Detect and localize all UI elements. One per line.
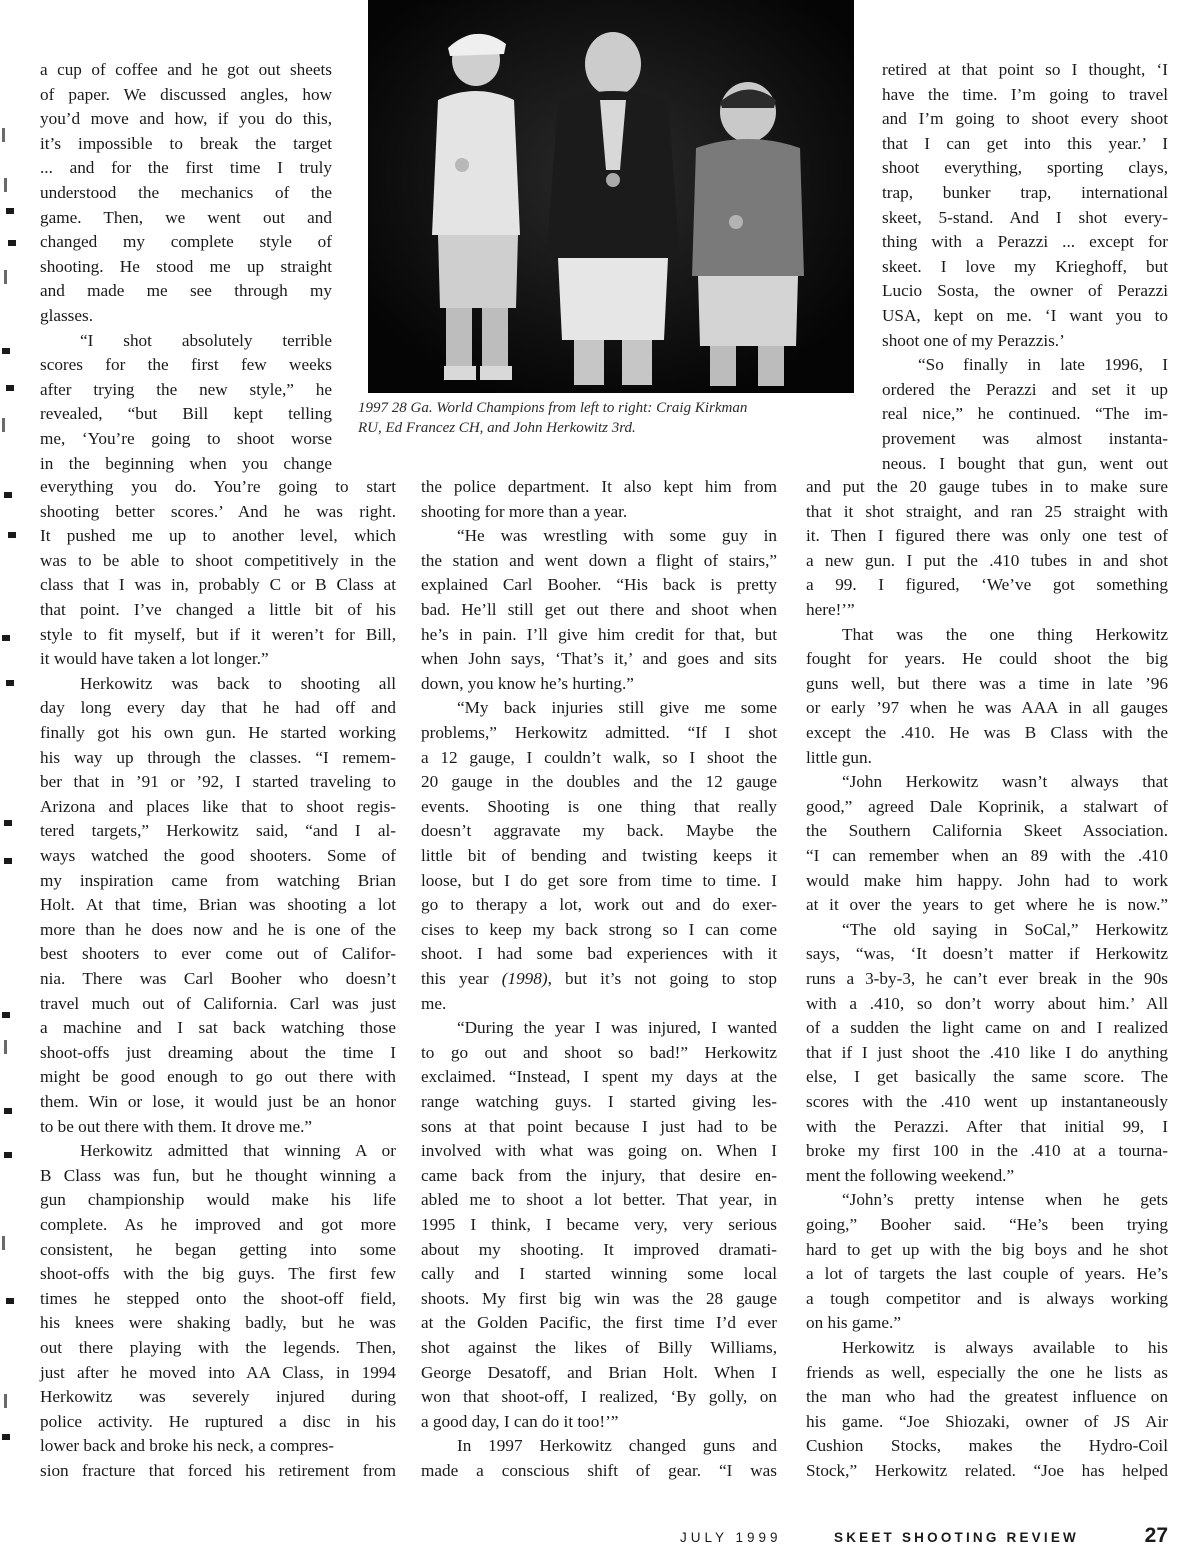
text-line: revealed, “but Bill kept telling	[40, 404, 332, 424]
text-line: it. Then I figured there was only one test of	[806, 526, 1168, 546]
text-line: tered targets,” Herkowitz said, “and I al-	[40, 821, 396, 841]
award-photo-image	[368, 0, 854, 393]
text-line: after trying the new style,” he	[40, 379, 332, 399]
text-line: glasses.	[40, 306, 93, 325]
text-line: gun championship would make his life	[40, 1190, 396, 1210]
margin-mark	[2, 1012, 10, 1018]
text-line: going,” Booher said. “He’s been trying	[806, 1215, 1168, 1234]
text-line: game. Then, we went out and	[40, 207, 332, 227]
text-line: the police department. It also kept him from	[421, 477, 777, 496]
caption-line: 1997 28 Ga. World Champions from left to right: Craig Kirkman	[358, 400, 748, 416]
text-line: at the Golden Pacific, the first time I’d ever	[421, 1313, 777, 1333]
text-line: on his game.”	[806, 1313, 901, 1333]
text-line: abled me to shoot a lot better. That year, in	[421, 1190, 777, 1210]
text-line: it would have taken a lot longer.”	[40, 649, 269, 669]
text-line: That was the one thing Herkowitz	[842, 624, 1168, 644]
text-line: Herkowitz was severely injured during	[40, 1387, 396, 1407]
text-line: go to therapy a lot, work out and do exer-	[421, 895, 777, 915]
text-line: except the .410. He was B Class with the	[806, 723, 1168, 742]
text-line: neous. I bought that gun, went out	[882, 453, 1168, 473]
text-line: shooting for more than a year.	[421, 501, 628, 521]
text-line: of a sudden the light came on and I realized	[806, 1018, 1168, 1038]
text-line: guns well, but there was a time in late ’96	[806, 673, 1168, 693]
text-line: shoots. My first big win was the 28 gauge	[421, 1288, 777, 1308]
award-photo	[368, 0, 854, 393]
text-line: the station and went down a flight of stairs,”	[421, 550, 777, 570]
text-line: events. Shooting is one thing that really	[421, 796, 777, 816]
text-line: “He was wrestling with some guy in	[457, 526, 777, 546]
text-line: shoot-offs just dreaming about the time I	[40, 1042, 396, 1062]
text-line: at it over the years to get where he is now.”	[806, 895, 1168, 915]
text-line: day long every day that he had off and	[40, 698, 396, 718]
text-line: sons at that point because I just had to be	[421, 1116, 777, 1136]
text-line: broke my first 100 in the .410 at a tourna-	[806, 1141, 1168, 1161]
text-line: a new gun. I put the .410 tubes in and shot	[806, 550, 1168, 570]
text-line: little bit of bending and twisting keeps it	[421, 846, 777, 865]
text-line: real nice,” he continued. “The im-	[882, 404, 1168, 424]
text-line: B Class was fun, but he thought winning a	[40, 1165, 396, 1185]
text-line: my inspiration came from watching Brian	[40, 870, 396, 890]
text-line: it’s impossible to break the target	[40, 133, 332, 153]
text-line: “I shot absolutely terrible	[80, 330, 332, 350]
margin-mark	[2, 418, 5, 432]
text-line: a machine and I sat back watching those	[40, 1018, 396, 1038]
text-line: or early ’97 when he was AAA in all gauges	[806, 698, 1168, 718]
text-line: lower back and broke his neck, a compres-	[40, 1436, 334, 1456]
text-line: thing with a Perazzi ... except for	[882, 232, 1168, 252]
text-line: shoot. I had some bad experiences with it	[421, 944, 777, 964]
text-line: bad. He’ll still get out there and shoot when	[421, 600, 777, 619]
text-line: that if I just shoot the .410 like I do anything	[806, 1042, 1168, 1062]
text-line: says, “was, ‘It doesn’t matter if Herkowitz	[806, 944, 1168, 964]
text-line: ber that in ’91 or ’92, I started traveling to	[40, 772, 396, 792]
text-line: skeet, 5-stand. And I shot every-	[882, 207, 1168, 227]
text-line: “I can remember when an 89 with the .410	[806, 846, 1168, 865]
text-line: everything you do. You’re going to start	[40, 477, 396, 496]
text-line: shooting better scores.’ And he was right.	[40, 501, 396, 521]
text-line: range watching guys. I started giving les-	[421, 1092, 777, 1111]
text-line: “The old saying in SoCal,” Herkowitz	[842, 919, 1168, 939]
text-line: style to fit myself, but if it weren’t for Bill,	[40, 624, 396, 644]
text-line: explained Carl Booher. “His back is pretty	[421, 575, 777, 595]
text-line: came back from the injury, that desire en-	[421, 1165, 777, 1185]
text-line: he’s in pain. I’ll give him credit for that, but	[421, 624, 777, 644]
text-line: the man who had the greatest influence on	[806, 1387, 1168, 1407]
text-fragment: this year	[421, 969, 502, 988]
page-number: 27	[1144, 1524, 1168, 1547]
text-line: a good day, I can do it too!’”	[421, 1411, 619, 1431]
text-line: hard to get up with the big boys and he shot	[806, 1239, 1168, 1259]
text-line: In 1997 Herkowitz changed guns and	[457, 1436, 777, 1456]
margin-mark	[4, 1108, 12, 1114]
text-line: a cup of coffee and he got out sheets	[40, 60, 332, 79]
text-line: changed my complete style of	[40, 232, 332, 252]
text-line: cises to keep my back strong so I can come	[421, 919, 777, 939]
text-line: that it shot straight, and ran 25 straight with	[806, 501, 1168, 521]
text-line: shoot-offs with the big guys. The first few	[40, 1264, 396, 1284]
margin-mark	[2, 1236, 5, 1250]
text-line: Lucio Sosta, the owner of Perazzi	[882, 281, 1168, 301]
text-line: about my shooting. It improved dramati-	[421, 1239, 777, 1259]
margin-mark	[4, 858, 12, 864]
text-line: “My back injuries still give me some	[457, 698, 777, 718]
text-line: else, I get basically the same score. The	[806, 1067, 1168, 1087]
text-line: skeet. I love my Krieghoff, but	[882, 256, 1168, 276]
margin-mark	[4, 1394, 7, 1408]
text-line: was to be able to shoot competitively in the	[40, 550, 396, 570]
text-line: have the time. I’m going to travel	[882, 84, 1168, 104]
text-line: Arizona and places like that to shoot regis-	[40, 796, 396, 816]
text-line: out there playing with the legends. Then,	[40, 1338, 396, 1357]
text-line: Holt. At that time, Brian was shooting a lot	[40, 895, 396, 915]
text-line: might be good enough to go out there with	[40, 1067, 396, 1087]
text-line: a 99. I figured, ‘We’ve got something	[806, 575, 1168, 595]
margin-mark	[4, 492, 12, 498]
page-footer	[680, 1524, 1168, 1552]
text-line: and put the 20 gauge tubes in to make sure	[806, 477, 1168, 496]
text-line: nia. There was Carl Booher who doesn’t	[40, 969, 396, 988]
text-line: me.	[421, 993, 447, 1013]
margin-mark	[4, 270, 7, 284]
margin-mark	[8, 532, 16, 538]
margin-mark	[2, 1434, 10, 1440]
margin-mark	[6, 1298, 14, 1304]
text-line: fought for years. He could shoot the big	[806, 649, 1168, 669]
text-line: It pushed me up to another level, which	[40, 526, 396, 546]
text-line: them. Win or lose, it would just be an honor	[40, 1092, 396, 1111]
text-line: “John Herkowitz wasn’t always that	[842, 772, 1168, 792]
text-line: Cushion Stocks, makes the Hydro-Coil	[806, 1436, 1168, 1456]
text-line: scores with the .410 went up instantaneously	[806, 1092, 1168, 1111]
text-line: Herkowitz admitted that winning A or	[80, 1141, 396, 1161]
text-line: a 12 gauge, I couldn’t walk, so I shoot the	[421, 747, 777, 767]
text-line: won that shoot-off, I realized, ‘By golly, on	[421, 1387, 777, 1407]
magazine-title: SKEET SHOOTING REVIEW	[834, 1530, 1079, 1545]
text-line: of paper. We discussed angles, how	[40, 84, 332, 104]
text-line: USA, kept on me. ‘I want you to	[882, 306, 1168, 325]
text-line: to be out there with them. It drove me.”	[40, 1116, 313, 1136]
margin-mark	[6, 680, 14, 686]
text-line: the Southern California Skeet Association.	[806, 821, 1168, 841]
text-line: 1995 I think, I became very, very serious	[421, 1215, 777, 1234]
text-line: provement was almost instanta-	[882, 429, 1168, 448]
text-line: when John says, ‘That’s it,’ and goes and sits	[421, 649, 777, 669]
text-line: ordered the Perazzi and set it up	[882, 379, 1168, 399]
text-line: problems,” Herkowitz admitted. “If I shot	[421, 723, 777, 742]
text-line: his game. “Joe Shiozaki, owner of JS Air	[806, 1411, 1168, 1431]
margin-mark	[4, 178, 7, 192]
text-line: little gun.	[806, 747, 872, 767]
text-line: that I can get into this year.’ I	[882, 133, 1168, 153]
text-line: ment the following weekend.”	[806, 1165, 1015, 1185]
text-line: and I’m going to shoot every shoot	[882, 109, 1168, 129]
text-line: a lot of targets the last couple of years. He’s	[806, 1264, 1168, 1284]
text-line: just after he moved into AA Class, in 1994	[40, 1362, 396, 1382]
text-line: here!’”	[806, 600, 855, 619]
text-line: Herkowitz was back to shooting all	[80, 673, 396, 693]
text-line: and made me see through my	[40, 281, 332, 301]
margin-mark	[4, 1152, 12, 1158]
text-line: best shooters to ever come out of Califor-	[40, 944, 396, 964]
text-line: to go out and shoot so bad!” Herkowitz	[421, 1042, 777, 1062]
text-fragment: , but it’s not going to stop	[547, 969, 777, 988]
text-line: complete. As he improved and got more	[40, 1215, 396, 1234]
text-line: runs a 3-by-3, he can’t ever break in the 90s	[806, 969, 1168, 988]
text-line: involved with what was going on. When I	[421, 1141, 777, 1161]
text-line: class that I was in, probably C or B Class at	[40, 575, 396, 595]
margin-mark	[6, 385, 14, 391]
text-line: Herkowitz is always available to his	[842, 1338, 1168, 1357]
text-line: shoot one of my Perazzis.’	[882, 330, 1065, 350]
text-line: would make him happy. John had to work	[806, 870, 1168, 890]
italic-year: (1998)	[501, 969, 548, 988]
text-line: Stock,” Herkowitz related. “Joe has helped	[806, 1461, 1168, 1480]
text-line: made a conscious shift of gear. “I was	[421, 1461, 777, 1480]
text-line: ways watched the good shooters. Some of	[40, 846, 396, 865]
text-line: understood the mechanics of the	[40, 183, 332, 202]
margin-mark	[2, 128, 5, 142]
text-line: sion fracture that forced his retirement from	[40, 1461, 396, 1480]
text-line: more than he does now and he is one of the	[40, 919, 396, 939]
caption-line: RU, Ed Francez CH, and John Herkowitz 3rd.	[358, 420, 636, 436]
text-line: George Desatoff, and Brian Holt. When I	[421, 1362, 777, 1382]
text-line: trap, bunker trap, international	[882, 183, 1168, 202]
text-line: in the beginning when you change	[40, 453, 332, 473]
margin-mark	[8, 240, 16, 246]
text-line: friends as well, especially the one he lists as	[806, 1362, 1168, 1382]
text-line: scores for the first few weeks	[40, 355, 332, 375]
text-line	[421, 967, 777, 991]
text-line: “John’s pretty intense when he gets	[842, 1190, 1168, 1210]
text-line: shooting. He stood me up straight	[40, 256, 332, 276]
text-line: with a .410, so don’t worry about him.’ All	[806, 993, 1168, 1013]
margin-mark	[4, 1040, 7, 1054]
text-line: shoot everything, sporting clays,	[882, 158, 1168, 178]
text-line: “During the year I was injured, I wanted	[457, 1018, 777, 1038]
text-line: his way up through the classes. “I remem-	[40, 747, 396, 767]
text-line: you’d move and how, if you do this,	[40, 109, 332, 129]
text-line: finally got his own gun. He started working	[40, 723, 396, 742]
text-line: that point. I’ve changed a little bit of his	[40, 600, 396, 619]
margin-mark	[4, 820, 12, 826]
text-line: down, you know he’s hurting.”	[421, 673, 634, 693]
text-line: consistent, he began getting into some	[40, 1239, 396, 1259]
text-line: doesn’t aggravate my back. Maybe the	[421, 821, 777, 841]
text-line: good,” agreed Dale Koprinik, a stalwart of	[806, 796, 1168, 816]
margin-mark	[2, 348, 10, 354]
text-line: cally and I started winning some local	[421, 1264, 777, 1284]
text-line: “So finally in late 1996, I	[918, 355, 1168, 375]
text-line: retired at that point so I thought, ‘I	[882, 60, 1168, 79]
text-line: me, ‘You’re going to shoot worse	[40, 429, 332, 448]
text-line: his knees were shaking badly, but he was	[40, 1313, 396, 1333]
margin-mark	[6, 208, 14, 214]
text-line: a tough competitor and is always working	[806, 1288, 1168, 1308]
margin-mark	[2, 635, 10, 641]
text-line: travel much out of California. Carl was just	[40, 993, 396, 1013]
text-line: with the Perazzi. After that initial 99, I	[806, 1116, 1168, 1136]
photo-caption	[358, 398, 858, 438]
text-line: loose, but I do get sore from time to time. I	[421, 870, 777, 890]
text-line: exclaimed. “Instead, I spent my days at the	[421, 1067, 777, 1087]
text-line: times he stepped onto the shoot-off field,	[40, 1288, 396, 1308]
text-line: shot against the likes of Billy Williams,	[421, 1338, 777, 1357]
issue-date: JULY 1999	[680, 1530, 782, 1545]
text-line: ... and for the first time I truly	[40, 158, 332, 178]
text-line: 20 gauge in the doubles and the 12 gauge	[421, 772, 777, 792]
text-line: police activity. He ruptured a disc in his	[40, 1411, 396, 1431]
